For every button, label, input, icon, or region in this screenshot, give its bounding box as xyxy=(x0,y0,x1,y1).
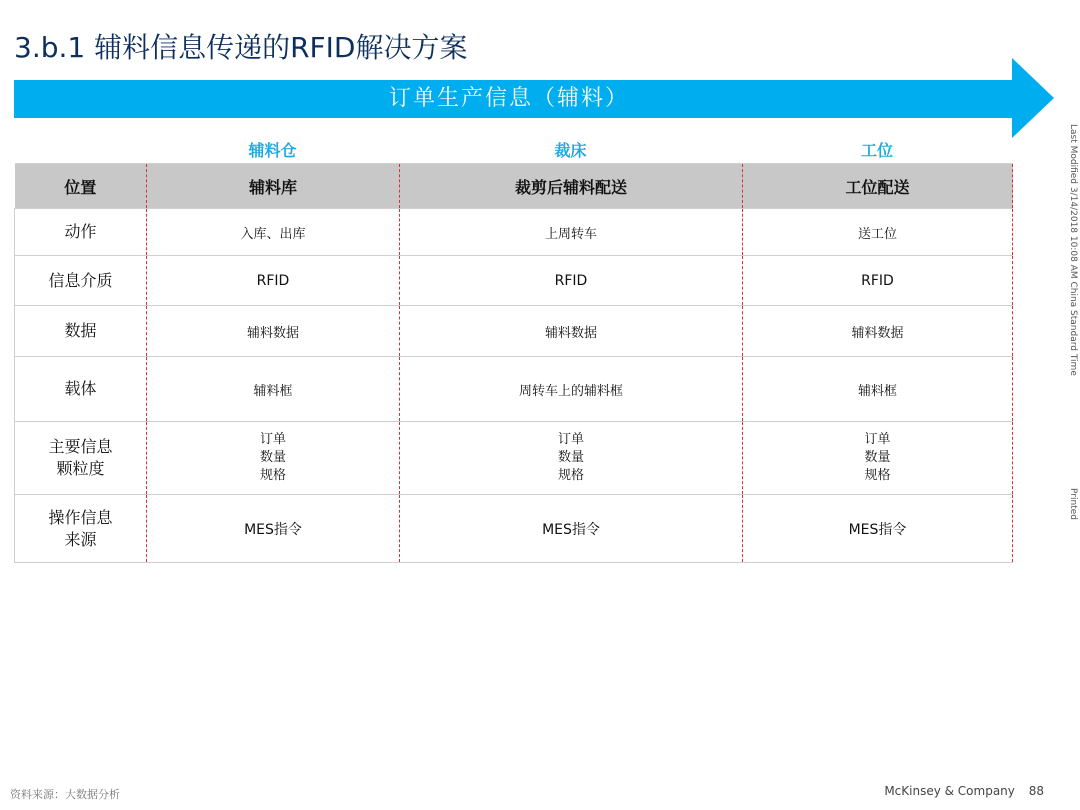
table-row xyxy=(15,256,1013,306)
printed-text: Printed xyxy=(1068,488,1078,520)
table-cell: 订单 数量 规格 xyxy=(147,422,400,495)
table-cell: 订单 数量 规格 xyxy=(743,422,1013,495)
table-cell: 辅料数据 xyxy=(743,306,1013,357)
page-title: 3.b.1 辅料信息传递的RFID解决方案 xyxy=(14,31,468,64)
header-position: 位置 xyxy=(15,164,147,209)
table-row xyxy=(15,209,1013,256)
table-row xyxy=(15,357,1013,422)
table-cell: MES指令 xyxy=(743,495,1013,563)
row-label: 主要信息 颗粒度 xyxy=(15,422,147,495)
footer-company xyxy=(884,784,1044,798)
last-modified-text: Last Modified 3/14/2018 10:08 AM China Standard Time xyxy=(1068,124,1078,376)
table-cell: MES指令 xyxy=(147,495,400,563)
table-row xyxy=(15,422,1013,495)
table-cell: MES指令 xyxy=(400,495,743,563)
row-label: 动作 xyxy=(15,209,147,256)
row-label: 数据 xyxy=(15,306,147,357)
header-cutting: 裁剪后辅料配送 xyxy=(400,164,743,209)
page-number: 88 xyxy=(1028,784,1044,798)
row-label: 操作信息 来源 xyxy=(15,495,147,563)
table-cell: 辅料数据 xyxy=(400,306,743,357)
company-name: McKinsey & Company xyxy=(884,784,1015,798)
table-header-row xyxy=(15,164,1013,209)
banner-text: 订单生产信息（辅料） xyxy=(388,86,629,111)
table-cell: 订单 数量 规格 xyxy=(400,422,743,495)
table-cell: 送工位 xyxy=(743,209,1013,256)
table-cell: 周转车上的辅料框 xyxy=(400,357,743,422)
row-label: 载体 xyxy=(15,357,147,422)
table-cell: RFID xyxy=(400,256,743,306)
source-note: 资料来源：大数据分析 xyxy=(10,788,120,801)
table-cell: 上周转车 xyxy=(400,209,743,256)
table-row xyxy=(15,306,1013,357)
row-label: 信息介质 xyxy=(15,256,147,306)
table-cell: RFID xyxy=(743,256,1013,306)
table-cell: 辅料数据 xyxy=(147,306,400,357)
table-cell: 辅料框 xyxy=(147,357,400,422)
info-table xyxy=(14,163,1013,563)
header-warehouse: 辅料库 xyxy=(147,164,400,209)
stage-label-cutting: 裁床 xyxy=(554,141,587,160)
header-station: 工位配送 xyxy=(743,164,1013,209)
table-cell: RFID xyxy=(147,256,400,306)
stage-label-warehouse: 辅料仓 xyxy=(248,141,297,160)
table-row xyxy=(15,495,1013,563)
table-cell: 辅料框 xyxy=(743,357,1013,422)
stage-label-station: 工位 xyxy=(860,141,893,160)
table-cell: 入库、出库 xyxy=(147,209,400,256)
